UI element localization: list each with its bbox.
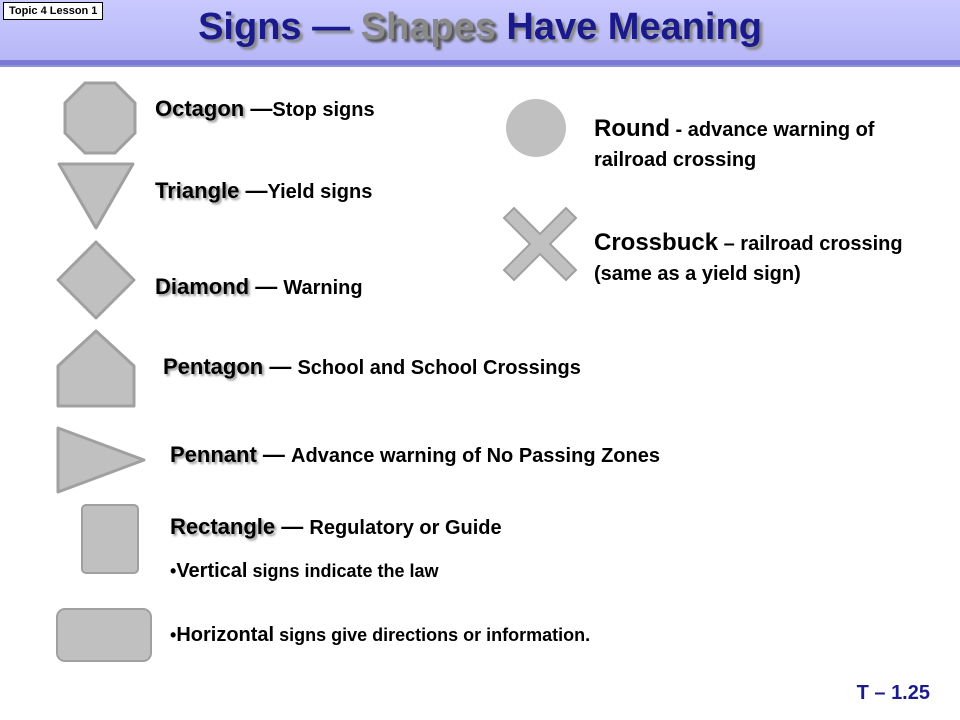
title-part1: Signs — — [198, 6, 361, 48]
round-desc-1: - advance warning of — [669, 119, 875, 141]
triangle-name: Triangle — [155, 178, 240, 203]
horizontal-bullet — [170, 624, 590, 647]
rectangle-dash: — — [275, 514, 310, 539]
title-part2: Shapes — [360, 6, 496, 48]
pennant-sign-icon — [54, 424, 148, 496]
round-sign-icon — [504, 97, 568, 159]
horizontal-rectangle-sign-icon — [55, 607, 153, 663]
pentagon-sign-icon — [55, 328, 137, 410]
horizontal-keyword: Horizontal — [176, 624, 275, 646]
triangle-dash: — — [239, 178, 268, 203]
topic-tag: Topic 4 Lesson 1 — [3, 2, 103, 20]
rectangle-desc: Regulatory or Guide — [309, 517, 502, 539]
triangle-sign-icon — [55, 160, 137, 232]
diamond-name: Diamond — [155, 274, 250, 299]
octagon-desc: Stop signs — [272, 99, 375, 121]
diamond-dash: — — [249, 274, 284, 299]
pennant-desc: Advance warning of No Passing Zones — [291, 445, 660, 467]
pentagon-label — [163, 354, 581, 380]
rectangle-label — [170, 514, 502, 540]
triangle-label — [155, 178, 372, 204]
diamond-label — [155, 274, 363, 300]
round-label — [594, 114, 874, 175]
round-line1 — [594, 114, 874, 145]
crossbuck-label — [594, 228, 903, 289]
horizontal-text: signs give directions or information. — [274, 625, 591, 645]
vertical-bullet-dot: • — [170, 561, 177, 581]
crossbuck-sign-icon — [502, 206, 578, 282]
vertical-bullet — [170, 560, 439, 583]
header-divider-thin — [0, 65, 960, 67]
slide-number: T – 1.25 — [856, 682, 930, 704]
rectangle-name: Rectangle — [170, 514, 276, 539]
diamond-sign-icon — [54, 238, 138, 322]
pentagon-name: Pentagon — [163, 354, 264, 379]
horizontal-bullet-dot: • — [170, 625, 177, 645]
vertical-text: signs indicate the law — [247, 561, 439, 581]
round-desc-2: railroad crossing — [594, 149, 757, 171]
vertical-keyword: Vertical — [176, 560, 248, 582]
round-name: Round — [594, 115, 670, 142]
crossbuck-desc-2: (same as a yield sign) — [594, 263, 801, 285]
crossbuck-desc-1: – railroad crossing — [718, 233, 903, 255]
octagon-name: Octagon — [155, 96, 245, 121]
pentagon-dash: — — [263, 354, 298, 379]
octagon-dash: — — [244, 96, 273, 121]
pennant-label — [170, 442, 660, 468]
vertical-rectangle-sign-icon — [80, 503, 140, 575]
pennant-name: Pennant — [170, 442, 257, 467]
crossbuck-line1 — [594, 228, 903, 259]
octagon-label — [155, 96, 375, 122]
diamond-desc: Warning — [283, 277, 363, 299]
title-part3: Have Meaning — [495, 6, 762, 48]
pentagon-desc: School and School Crossings — [297, 357, 581, 379]
triangle-desc: Yield signs — [267, 181, 373, 203]
crossbuck-name: Crossbuck — [594, 229, 719, 256]
octagon-sign-icon — [62, 80, 138, 156]
page-title — [0, 6, 960, 49]
pennant-dash: — — [256, 442, 292, 467]
